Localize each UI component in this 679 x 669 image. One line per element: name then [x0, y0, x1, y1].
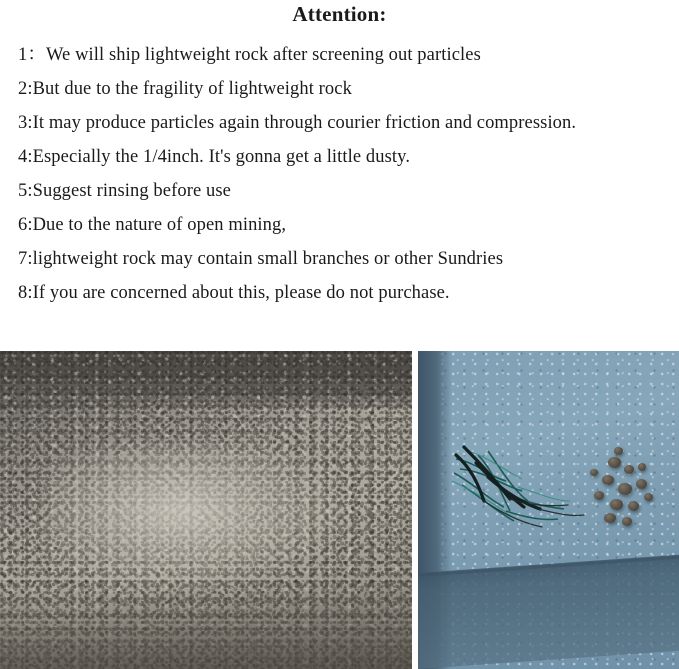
pebble — [644, 493, 653, 501]
gravel-pile-photo — [0, 351, 412, 669]
pebble — [590, 469, 598, 476]
notice-line: 5:Suggest rinsing before use — [18, 181, 231, 201]
notice-list — [10, 38, 669, 310]
photo-strip — [0, 351, 679, 669]
pebble-cluster — [418, 351, 679, 669]
pebble — [610, 499, 623, 510]
debris-photo — [418, 351, 679, 669]
pebble — [602, 475, 614, 485]
pebble — [636, 479, 647, 489]
notice-line: 6:Due to the nature of open mining, — [18, 215, 287, 235]
notice-line: 8:If you are concerned about this, please do not purchase. — [18, 283, 450, 303]
pebble — [618, 483, 632, 495]
gravel-bottom-shadow — [0, 579, 412, 669]
pebble — [608, 457, 621, 468]
notice-line: 4:Especially the 1/4inch. It's gonna get a little dusty. — [18, 147, 411, 167]
pebble — [622, 517, 632, 526]
gravel-dust-highlight — [45, 443, 345, 593]
pebble — [604, 513, 616, 523]
pebble — [628, 501, 639, 511]
pebble — [624, 465, 634, 474]
pebble — [638, 463, 646, 471]
notice-line: 3:It may produce particles again through courier friction and compression. — [18, 113, 577, 133]
pebble — [594, 491, 604, 500]
notice-line: 1：We will ship lightweight rock after screening out particles — [18, 45, 481, 65]
notice-line: 2:But due to the fragility of lightweight rock — [18, 79, 352, 99]
pebble — [614, 447, 623, 455]
notice-text-block — [0, 0, 679, 310]
page-title: Attention: — [292, 2, 387, 26]
notice-line: 7:lightweight rock may contain small branches or other Sundries — [18, 249, 504, 269]
